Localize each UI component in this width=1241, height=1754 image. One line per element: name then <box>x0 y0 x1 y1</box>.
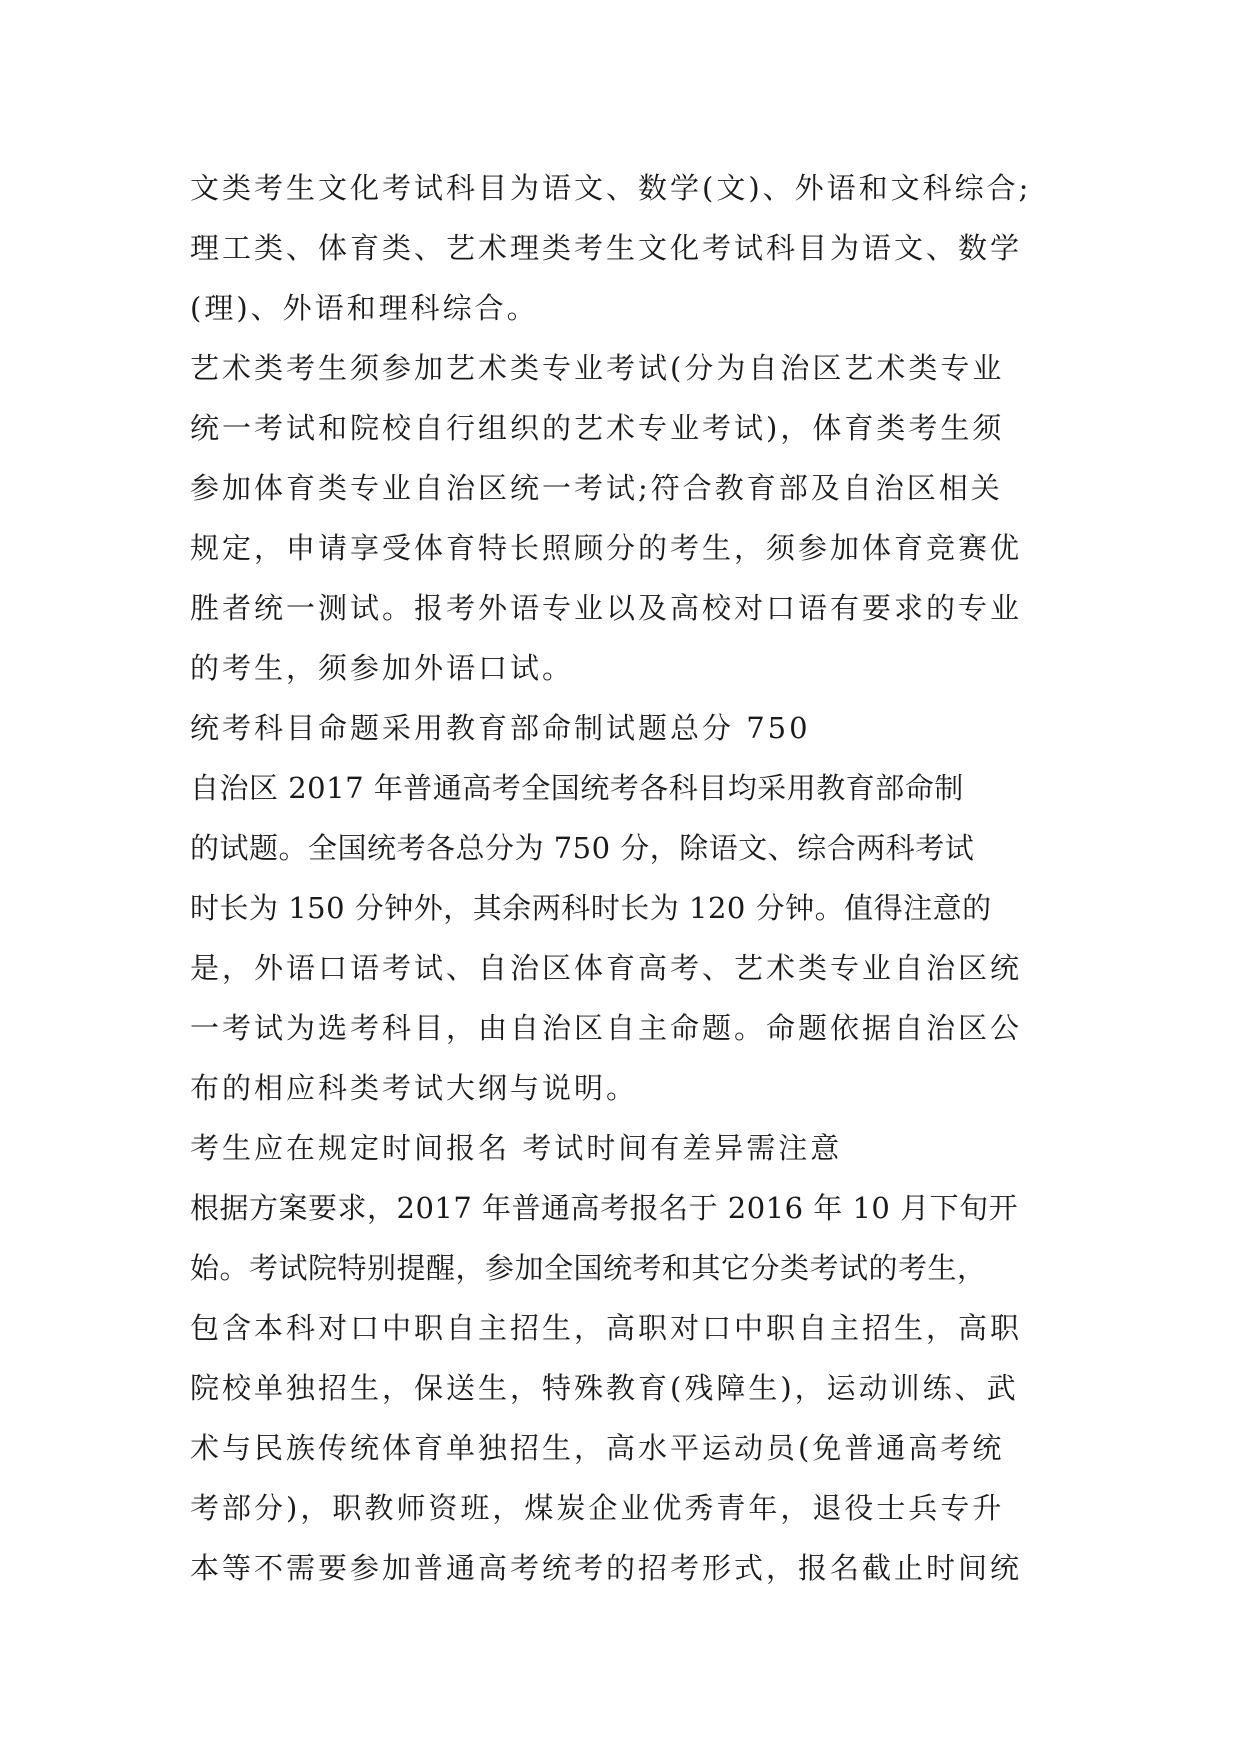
paragraph-total-score <box>190 758 1060 1118</box>
text-line: 的试题。全国统考各总分为 750 分，除语文、综合两科考试 <box>190 831 975 865</box>
text-line: 规定，申请享受体育特长照顾分的考生，须参加体育竞赛优 <box>190 531 1023 565</box>
paragraph-professional-exams <box>190 338 1060 698</box>
text-line: 包含本科对口中职自主招生，高职对口中职自主招生，高职 <box>190 1311 1023 1345</box>
heading-line: 统考科目命题采用教育部命制试题总分 750 <box>190 711 811 745</box>
section-heading-registration <box>190 1118 1060 1178</box>
text-line: (理)、外语和理科综合。 <box>190 291 539 325</box>
text-line: 院校单独招生，保送生，特殊教育(残障生)，运动训练、武 <box>190 1371 1019 1405</box>
text-line: 布的相应科类考试大纲与说明。 <box>190 1071 639 1105</box>
text-line: 是，外语口语考试、自治区体育高考、艺术类专业自治区统 <box>190 951 1023 985</box>
text-line: 始。考试院特别提醒，参加全国统考和其它分类考试的考生， <box>190 1251 987 1285</box>
paragraph-registration <box>190 1178 1060 1598</box>
document-body <box>190 158 1060 1598</box>
text-line: 文类考生文化考试科目为语文、数学(文)、外语和文科综合; <box>190 171 1032 205</box>
text-line: 术与民族传统体育单独招生，高水平运动员(免普通高考统 <box>190 1431 1005 1465</box>
heading-line: 考生应在规定时间报名 考试时间有差异需注意 <box>190 1131 843 1165</box>
paragraph-subjects <box>190 158 1060 338</box>
text-line: 统一考试和院校自行组织的艺术专业考试)，体育类考生须 <box>190 411 1005 445</box>
text-line: 艺术类考生须参加艺术类专业考试(分为自治区艺术类专业 <box>190 351 1005 385</box>
text-line: 本等不需要参加普通高考统考的招考形式，报名截止时间统 <box>190 1551 1023 1585</box>
text-line: 时长为 150 分钟外，其余两科时长为 120 分钟。值得注意的 <box>190 891 992 925</box>
text-line: 自治区 2017 年普通高考全国统考各科目均采用教育部命制 <box>190 771 964 805</box>
section-heading-total-score <box>190 698 1060 758</box>
text-line: 参加体育类专业自治区统一考试;符合教育部及自治区相关 <box>190 471 1003 505</box>
text-line: 胜者统一测试。报考外语专业以及高校对口语有要求的专业 <box>190 591 1023 625</box>
text-line: 一考试为选考科目，由自治区自主命题。命题依据自治区公 <box>190 1011 1023 1045</box>
text-line: 考部分)，职教师资班，煤炭企业优秀青年，退役士兵专升 <box>190 1491 1005 1525</box>
text-line: 根据方案要求，2017 年普通高考报名于 2016 年 10 月下旬开 <box>190 1191 1019 1225</box>
text-line: 理工类、体育类、艺术理类考生文化考试科目为语文、数学 <box>190 231 1023 265</box>
text-line: 的考生，须参加外语口试。 <box>190 651 575 685</box>
